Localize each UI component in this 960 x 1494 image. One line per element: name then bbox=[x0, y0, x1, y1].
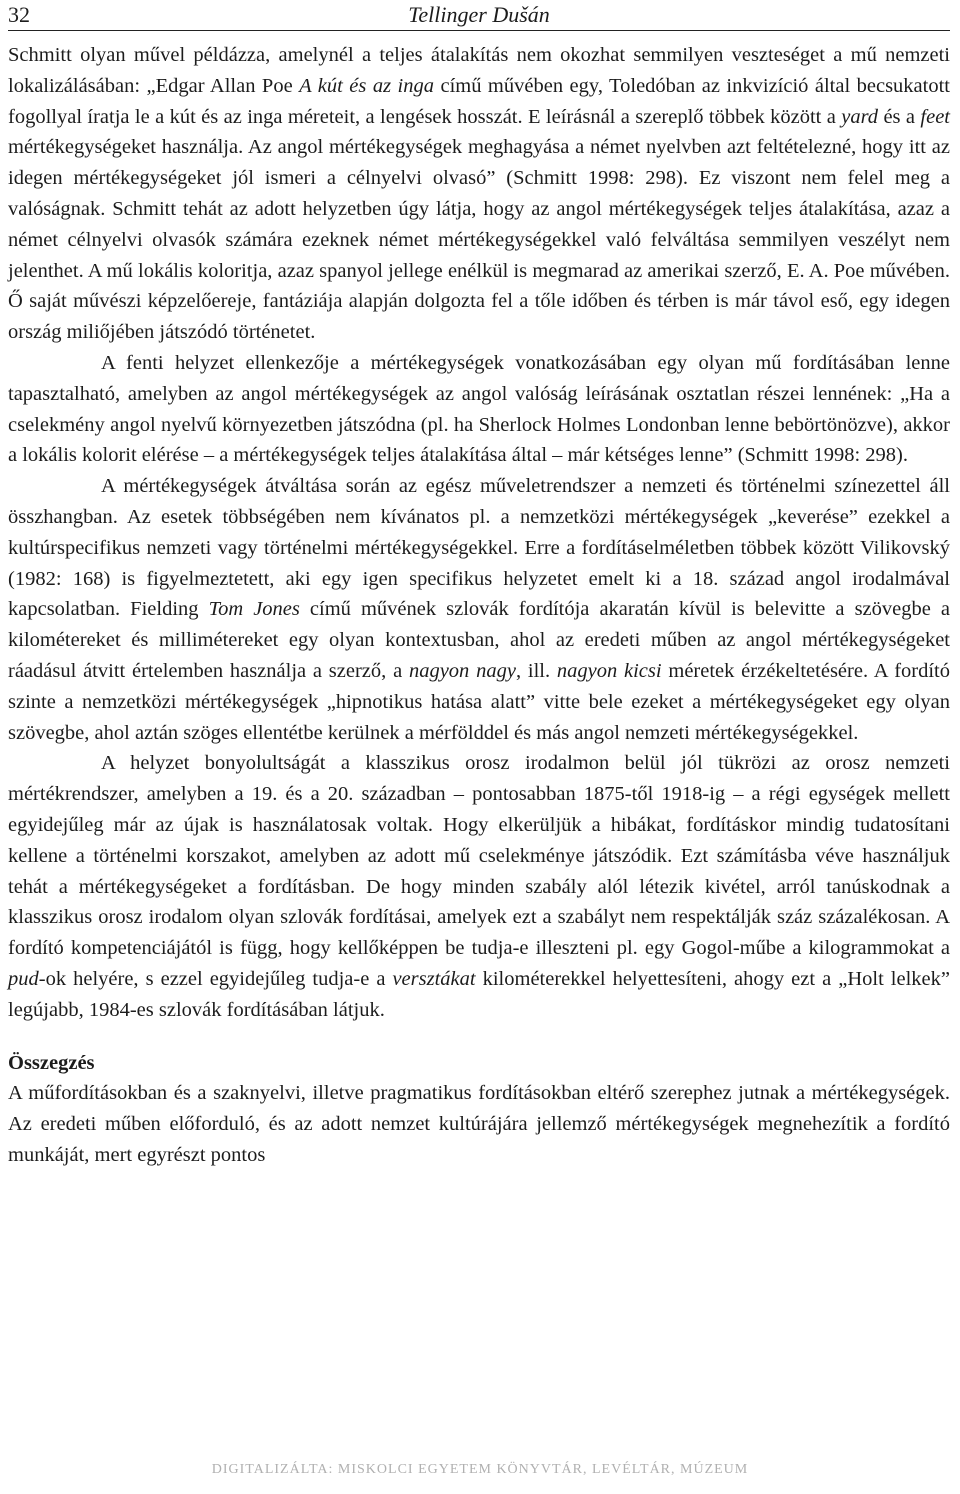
section-heading: Összegzés bbox=[8, 1051, 95, 1074]
paragraphs bbox=[8, 40, 950, 1026]
italic-phrase: pud bbox=[8, 967, 39, 990]
text-run: -ok helyére, s ezzel egyidejűleg tudja-e a bbox=[38, 967, 393, 990]
body-paragraph bbox=[8, 748, 950, 1025]
body-paragraph bbox=[8, 348, 950, 471]
body-paragraph bbox=[8, 40, 950, 348]
text-run: , ill. bbox=[515, 659, 557, 682]
text-run: A mértékegységek átváltása során az egész műveletrendszer a nemzeti és történelmi színezettel áll összhangban. Az esetek többségében nem kívánatos pl. a nemzetközi mértékegységek „keverése” ezekkel a kultúrspecifikus nemzeti vagy történelmi mértékegységekkel. Erre a fordításelméletben többek között Vilikovský (1982: 168) is figyelmeztetett, aki egy igen specifikus helyzetet emelt ki a 18. század angol irodalmával kapcsolatban. Fielding bbox=[8, 475, 950, 621]
text-run: Schmitt olyan művel példázza, amelynél a teljes átalakítás nem okozhat semmilyen veszteséget a mű nemzeti lokalizálásában: „Edgar Allan Poe bbox=[8, 44, 950, 97]
italic-phrase: versztákat bbox=[392, 967, 476, 990]
italic-phrase: nagyon kicsi bbox=[556, 659, 662, 682]
running-head: Tellinger Dušán bbox=[408, 2, 550, 27]
text-run: című művének szlovák fordítója akaratán kívül is belevitte a szövegbe a kilométereket és millimétereket egy olyan kontextusban, ahol az eredeti műben az angol mértékegységeket ráadásul átvitt értelemben használja a szerző, a bbox=[8, 598, 950, 682]
page-number: 32 bbox=[8, 2, 30, 27]
italic-phrase: feet bbox=[920, 105, 950, 128]
text-run: A helyzet bonyolultságát a klasszikus orosz irodalmon belül jól tükrözi az orosz nemzeti mértékrendszer, amelyben a 19. és a 20. században – pontosabban 1875-től 1918-ig – a régi egységek mellett egyidejűleg már az újak is használatosak voltak. Hogy elkerüljük a hibákat, fordításkor mindig tudatosítani kellene a történelmi korszakot, amelyben az adott mű cselekménye játszódik. Ezt számításba véve használjuk tehát a mértékegységeket a fordításban. De hogy minden szabály alól létezik kivétel, arról tanúskodnak a klasszikus orosz irodalom olyan szlovák fordításai, amelyek ezt a szabályt nem respektálják száz százalékosan. A fordító kompetenciájától is függ, hogy kellőképpen be tudja-e illeszteni pl. egy Gogol-műbe a kilogrammokat a bbox=[8, 752, 950, 960]
italic-phrase: nagyon nagy bbox=[408, 659, 516, 682]
digitization-footer: DIGITALIZÁLTA: MISKOLCI EGYETEM KÖNYVTÁR, LEVÉLTÁR, MÚZEUM bbox=[211, 1462, 749, 1477]
section-paragraph: A műfordításokban és a szaknyelvi, illetve pragmatikus fordításokban eltérő szerephez jutnak a mértékegységek. Az eredeti műben előforduló, és az adott nemzet kultúrájára jellemző mértékegységek megnehezítik a fordító munkáját, mert egyrészt pontos bbox=[8, 1082, 950, 1166]
text-run: A fenti helyzet ellenkezője a mértékegységek vonatkozásában egy olyan mű fordításában lenne tapasztalható, amelyben az angol mértékegységek az angol valóság leírásának osztatlan részei lennének: „Ha a cselekmény angol nyelvű környezetben játszódna (pl. ha Sherlock Holmes Londonban lenne bebörtönözve), akkor a lokális kolorit elérése – a mértékegységek teljes átalakítása által – már kétséges lenne” (Schmitt 1998: 298). bbox=[8, 351, 950, 467]
italic-phrase: Tom Jones bbox=[208, 598, 300, 621]
page-header bbox=[8, 0, 950, 31]
body-text bbox=[8, 40, 950, 1171]
italic-phrase: yard bbox=[841, 105, 879, 128]
italic-phrase: A kút és az inga bbox=[299, 74, 434, 97]
text-run: méretek érzékeltetésére. A fordító szinte a nemzetközi mértékegységek „hipnotikus hatása alatt” vitte bele ezeket a mértékegységeket egy olyan szövegbe, ahol aztán szöges ellentétbe kerülnek a mérfölddel és más angol nemzeti mértékegységekkel. bbox=[8, 659, 950, 744]
text-run: és a bbox=[878, 105, 921, 128]
body-paragraph bbox=[8, 471, 950, 748]
text-run: mértékegységeket használja. Az angol mértékegységek meghagyása a német nyelvben azt feltételezné, hogy itt az idegen mértékegységeket jól ismeri a célnyelvi olvasó” (Schmitt 1998: 298). Ez viszont nem felel meg a valóságnak. Schmitt tehát az adott helyzetben úgy látja, hogy az angol mértékegységek teljes átalakítása, azaz a német célnyelvi olvasók számára ezeknek német mértékegységekkel való felváltása semmilyen veszélyt nem jelenthet. A mű lokális koloritja, azaz spanyol jellege enélkül is megmarad az amerikai szerző, E. A. Poe művében. Ő saját művészi képzelőereje, fantáziája alapján dolgozta fel a tőle időben és térben is már távol eső, egy idegen ország miliőjében játszódó történetet. bbox=[8, 136, 950, 344]
text-run: című művében egy, Toledóban az inkvizíció által becsukatott fogollyal íratja le a kút és az inga méreteit, a lengések hosszát. E leírásnál a szereplő többek között a bbox=[8, 74, 950, 128]
text-run: kilométerekkel helyettesíteni, ahogy ezt a „Holt lelkek” legújabb, 1984-es szlovák fordításában látjuk. bbox=[8, 967, 950, 1021]
